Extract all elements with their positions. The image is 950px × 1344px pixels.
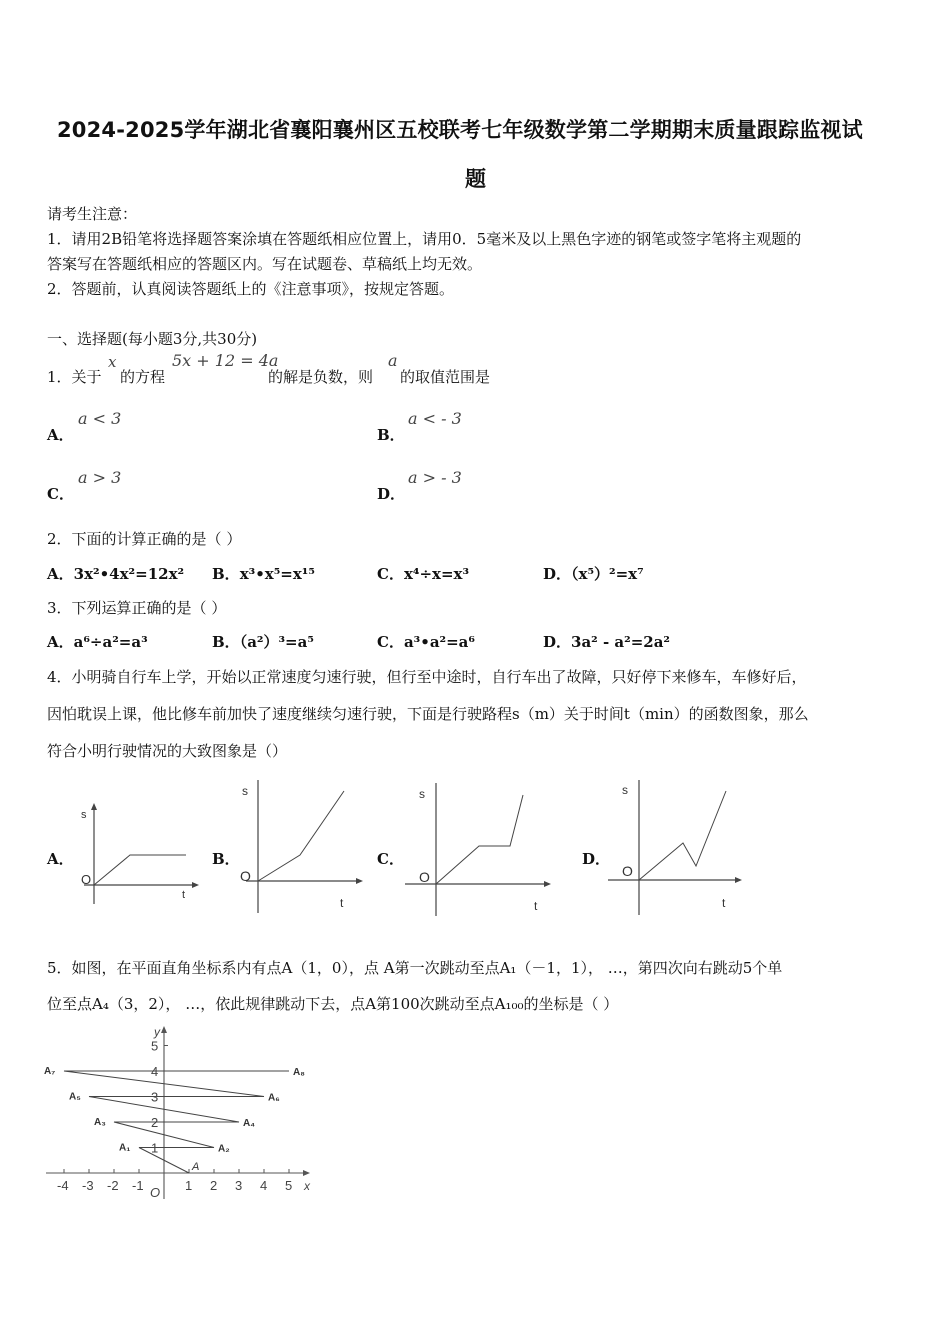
q4c-origin: O <box>419 869 430 885</box>
q4d-axis-t: t <box>722 896 726 910</box>
q5-x-tick-label: 2 <box>210 1178 218 1193</box>
q4a-origin: O <box>81 872 92 887</box>
q4-option-c-label[interactable]: C． <box>377 850 404 868</box>
q2-option-b[interactable] <box>212 563 315 584</box>
page-title: 2024-2025学年湖北省襄阳襄州区五校联考七年级数学第二学期期末质量跟踪监视试 <box>57 118 863 142</box>
q5-y-tick-label: 3 <box>151 1089 159 1105</box>
q4b-axis-t: t <box>340 896 344 910</box>
q2-option-c[interactable] <box>377 563 469 584</box>
q1-stem-end: 的取值范围是 <box>400 368 491 386</box>
q4d-origin: O <box>622 863 633 879</box>
q5-origin: O <box>150 1185 161 1200</box>
q4-option-a-label[interactable]: A． <box>47 850 74 868</box>
q5-axis-y-label: y <box>154 1025 160 1039</box>
q1-option-d-label[interactable]: D． <box>377 485 406 503</box>
q5-point-label: A <box>192 1161 200 1173</box>
q5-axis-x-label: x <box>304 1179 310 1193</box>
q1-option-c-label[interactable]: C． <box>47 485 74 503</box>
q2-option-c-label: C． <box>377 565 404 583</box>
q5-point-label: A₁ <box>119 1142 131 1154</box>
notice-line1: 1．请用2B铅笔将选择题答案涂填在答题纸相应位置上，请用0．5毫米及以上黑色字迹的钢笔或签字笔将主观题的 <box>47 230 802 248</box>
q3-option-b[interactable] <box>212 631 314 652</box>
q4-graph-d[interactable] <box>608 775 744 917</box>
q4-graph-b[interactable] <box>236 775 364 915</box>
q5-x-axis-arrow <box>303 1170 310 1176</box>
q4c-axis-t: t <box>534 899 538 913</box>
q2-option-a-text: 3x²•4x²=12x² <box>73 565 185 583</box>
q5-point-label: A₆ <box>268 1092 280 1104</box>
q5-y-tick-label: 1 <box>151 1140 159 1156</box>
q5-point-label: A₇ <box>44 1066 56 1077</box>
q4-option-b-label[interactable]: B． <box>212 850 240 868</box>
q4-option-d-label[interactable]: D． <box>582 850 611 868</box>
section-heading: 一、选择题(每小题3分,共30分) <box>47 330 258 348</box>
q5-x-tick-label: 1 <box>185 1178 193 1193</box>
q3-option-d-label: D． <box>543 633 572 651</box>
q1-option-a-label[interactable]: A． <box>47 426 74 444</box>
q5-y-tick-label: 5 <box>151 1038 159 1054</box>
q5-coordinate-figure <box>44 1024 316 1204</box>
q5-x-tick-label: 5 <box>285 1178 293 1193</box>
q5-point-label: A₅ <box>69 1091 81 1103</box>
q4-graph-a[interactable] <box>76 800 200 906</box>
q4-stem-line2: 因怕耽误上课，他比修车前加快了速度继续匀速行驶，下面是行驶路程s（m）关于时间t（min）的函数图象，那么 <box>47 705 809 723</box>
q3-option-c[interactable] <box>377 631 475 652</box>
q3-option-d-text: 3a² - a²=2a² <box>571 633 670 651</box>
q1-option-d[interactable]: a > - 3 <box>408 468 462 487</box>
q1-option-b[interactable]: a < - 3 <box>408 409 462 428</box>
q5-y-axis-arrow <box>161 1026 167 1033</box>
q3-option-a[interactable] <box>47 631 148 652</box>
q4b-origin: O <box>240 868 251 884</box>
q5-point-label: A₈ <box>293 1067 305 1078</box>
q2-option-d[interactable] <box>543 563 644 584</box>
q5-x-tick-label: -4 <box>57 1178 69 1193</box>
q1-stem-start: 1．关于 <box>47 368 102 386</box>
q2-option-a-label: A． <box>47 565 74 583</box>
notice-line2: 答案写在答题纸相应的答题区内。写在试题卷、草稿纸上均无效。 <box>47 255 483 273</box>
q2-option-a[interactable] <box>47 563 184 584</box>
q1-equation: 5x + 12 = 4a <box>172 351 279 370</box>
q4a-axis-t: t <box>182 889 186 901</box>
q3-option-b-label: B． <box>212 633 240 651</box>
q4-graph-c[interactable] <box>405 778 555 918</box>
q4a-axis-s: s <box>81 809 87 821</box>
q3-stem: 3．下列运算正确的是（ ） <box>47 599 227 617</box>
q2-option-b-label: B． <box>212 565 240 583</box>
q1-option-b-label[interactable]: B． <box>377 426 405 444</box>
q4-stem-line3: 符合小明行驶情况的大致图象是（） <box>47 742 288 760</box>
q5-x-tick-label: -2 <box>107 1178 119 1193</box>
q5-point-label: A₄ <box>243 1118 255 1129</box>
q2-stem: 2．下面的计算正确的是（ ） <box>47 530 242 548</box>
q3-option-a-label: A． <box>47 633 74 651</box>
q4-stem-line1: 4．小明骑自行车上学，开始以正常速度匀速行驶，但行至中途时，自行车出了故障，只好停下来修车，车修好后， <box>47 668 807 686</box>
q5-x-tick-label: 4 <box>260 1178 268 1193</box>
q1-var-x: x <box>108 353 117 371</box>
q3-option-b-text: （a²）³=a⁵ <box>239 633 314 651</box>
q1-option-a[interactable]: a < 3 <box>78 409 122 428</box>
q2-option-c-text: x⁴÷x=x³ <box>403 565 470 583</box>
q1-var-a: a <box>388 351 398 370</box>
q3-option-d[interactable] <box>543 631 670 652</box>
q5-point-label: A₂ <box>218 1143 230 1155</box>
q1-stem-tail: 的解是负数，则 <box>268 368 374 386</box>
q5-point-label: A₃ <box>94 1117 106 1128</box>
q4c-axis-s: s <box>419 787 425 801</box>
q1-option-c[interactable]: a > 3 <box>78 468 122 487</box>
q5-x-tick-label: 3 <box>235 1178 243 1193</box>
q5-y-tick-label: 2 <box>151 1115 159 1130</box>
q5-stem-line1: 5．如图，在平面直角坐标系内有点A（1，0），点 A第一次跳动至点A₁（－1，1）， …，第四次向右跳动5个单 <box>47 959 783 977</box>
q5-y-tick-label: 4 <box>151 1064 159 1079</box>
q3-option-c-text: a³•a²=a⁶ <box>403 633 475 651</box>
q3-option-c-label: C． <box>377 633 404 651</box>
page-title-line2: 题 <box>465 167 487 191</box>
q5-stem-line2: 位至点A₄（3，2）， …，依此规律跳动下去，点A第100次跳动至点A₁₀₀的坐标是（ ） <box>47 995 619 1013</box>
q2-option-d-text: （x⁵）²=x⁷ <box>571 565 644 583</box>
q5-x-tick-label: -3 <box>82 1178 94 1193</box>
q5-x-tick-label: -1 <box>132 1178 144 1193</box>
q2-option-b-text: x³•x⁵=x¹⁵ <box>239 565 315 583</box>
q4b-axis-s: s <box>242 784 248 798</box>
notice-heading: 请考生注意： <box>47 205 138 223</box>
q2-option-d-label: D． <box>543 565 572 583</box>
q4d-axis-s: s <box>622 783 628 797</box>
q1-stem-mid: 的方程 <box>120 368 166 386</box>
q3-option-a-text: a⁶÷a²=a³ <box>73 633 148 651</box>
notice-line3: 2．答题前，认真阅读答题纸上的《注意事项》，按规定答题。 <box>47 280 455 298</box>
